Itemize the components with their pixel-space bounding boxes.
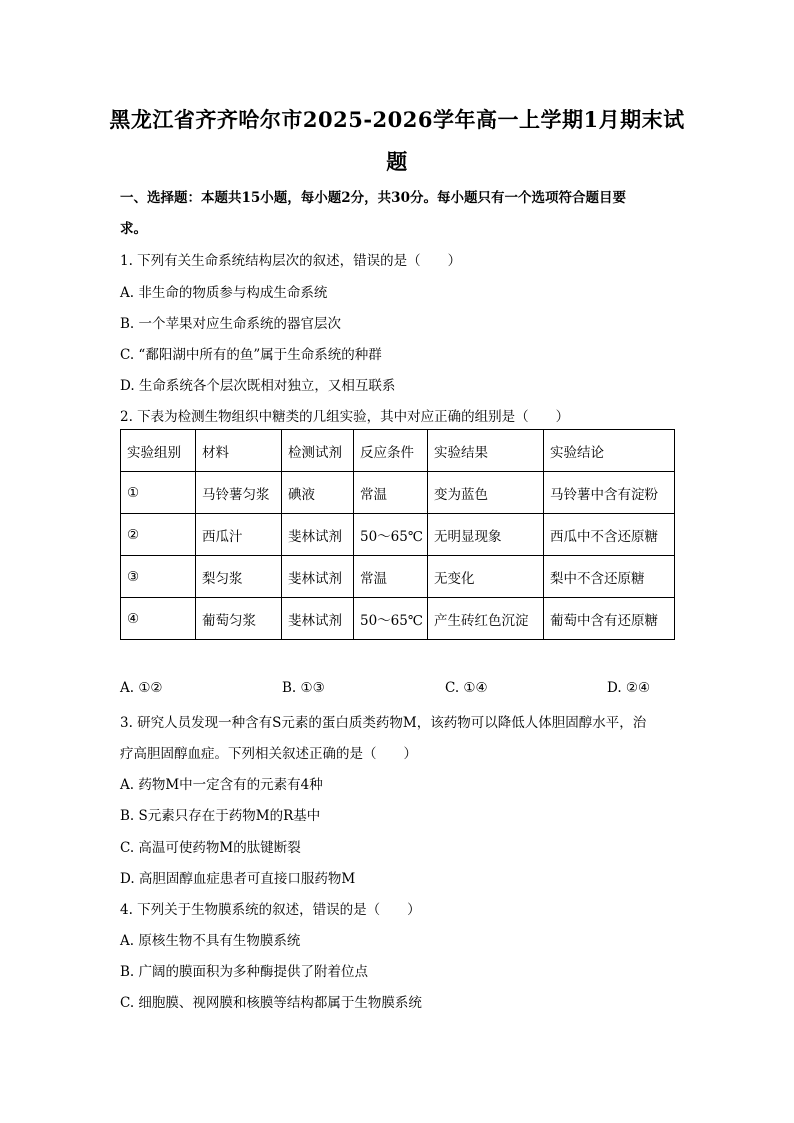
column-header: 实验组别	[121, 430, 196, 472]
question-stem-line-2: 疗高胆固醇血症。下列相关叙述正确的是（ ）	[120, 746, 417, 762]
option-b: B. S元素只存在于药物M的R基中	[120, 808, 321, 824]
table-cell: 斐林试剂	[282, 598, 354, 640]
option-d: D. ②④	[607, 680, 651, 696]
section-heading-line-2: 求。	[120, 221, 147, 237]
table-header-row	[121, 430, 675, 472]
question-stem: 4. 下列关于生物膜系统的叙述，错误的是（ ）	[120, 902, 421, 918]
table-row	[121, 514, 675, 556]
option-a: A. 原核生物不具有生物膜系统	[120, 933, 301, 949]
table-cell: 常温	[354, 556, 428, 598]
table-cell: 无明显现象	[428, 514, 544, 556]
question-stem: 2. 下表为检测生物组织中糖类的几组实验，其中对应正确的组别是（ ）	[120, 409, 570, 425]
title-line-1: 黑龙江省齐齐哈尔市2025-2026学年高一上学期1月期末试	[109, 107, 685, 132]
option-c: C. “鄱阳湖中所有的鱼”属于生命系统的种群	[120, 347, 382, 363]
column-header: 材料	[196, 430, 282, 472]
column-header: 检测试剂	[282, 430, 354, 472]
table-row	[121, 598, 675, 640]
option-a: A. 非生命的物质参与构成生命系统	[120, 285, 328, 301]
experiment-table	[120, 429, 675, 640]
question-stem-line-1: 3. 研究人员发现一种含有S元素的蛋白质类药物M，该药物可以降低人体胆固醇水平，治	[120, 715, 647, 731]
option-a: A. 药物M中一定含有的元素有4种	[120, 777, 323, 793]
option-a: A. ①②	[120, 680, 163, 696]
table-cell: 西瓜汁	[196, 514, 282, 556]
table-row	[121, 472, 675, 514]
table-cell: 50～65℃	[354, 598, 428, 640]
option-b: B. 一个苹果对应生命系统的器官层次	[120, 316, 342, 332]
table-cell: 碘液	[282, 472, 354, 514]
table-cell: 50～65℃	[354, 514, 428, 556]
table-cell: 西瓜中不含还原糖	[544, 514, 675, 556]
title-line-2: 题	[386, 149, 408, 174]
table-cell: ③	[121, 556, 196, 598]
option-c: C. 细胞膜、视网膜和核膜等结构都属于生物膜系统	[120, 995, 422, 1011]
table-cell: 产生砖红色沉淀	[428, 598, 544, 640]
table-row	[121, 556, 675, 598]
option-b: B. 广阔的膜面积为多种酶提供了附着位点	[120, 964, 369, 980]
option-d: D. 高胆固醇血症患者可直接口服药物M	[120, 871, 356, 887]
column-header: 反应条件	[354, 430, 428, 472]
option-d: D. 生命系统各个层次既相对独立，又相互联系	[120, 378, 396, 394]
column-header: 实验结果	[428, 430, 544, 472]
table-cell: 葡萄匀浆	[196, 598, 282, 640]
table-cell: ①	[121, 472, 196, 514]
column-header: 实验结论	[544, 430, 675, 472]
table-cell: 马铃薯中含有淀粉	[544, 472, 675, 514]
question-stem: 1. 下列有关生命系统结构层次的叙述，错误的是（ ）	[120, 253, 462, 269]
section-heading-line-1: 一、选择题：本题共15小题，每小题2分，共30分。每小题只有一个选项符合题目要	[120, 190, 626, 206]
option-c: C. 高温可使药物M的肽键断裂	[120, 840, 301, 856]
table-cell: 无变化	[428, 556, 544, 598]
table-cell: 斐林试剂	[282, 514, 354, 556]
table-cell: 斐林试剂	[282, 556, 354, 598]
table-cell: ④	[121, 598, 196, 640]
option-c: C. ①④	[445, 680, 488, 696]
table-cell: 变为蓝色	[428, 472, 544, 514]
option-b: B. ①③	[282, 680, 325, 696]
table-cell: 马铃薯匀浆	[196, 472, 282, 514]
table-cell: 梨匀浆	[196, 556, 282, 598]
table-cell: 常温	[354, 472, 428, 514]
table-cell: 葡萄中含有还原糖	[544, 598, 675, 640]
table-cell: ②	[121, 514, 196, 556]
table-cell: 梨中不含还原糖	[544, 556, 675, 598]
